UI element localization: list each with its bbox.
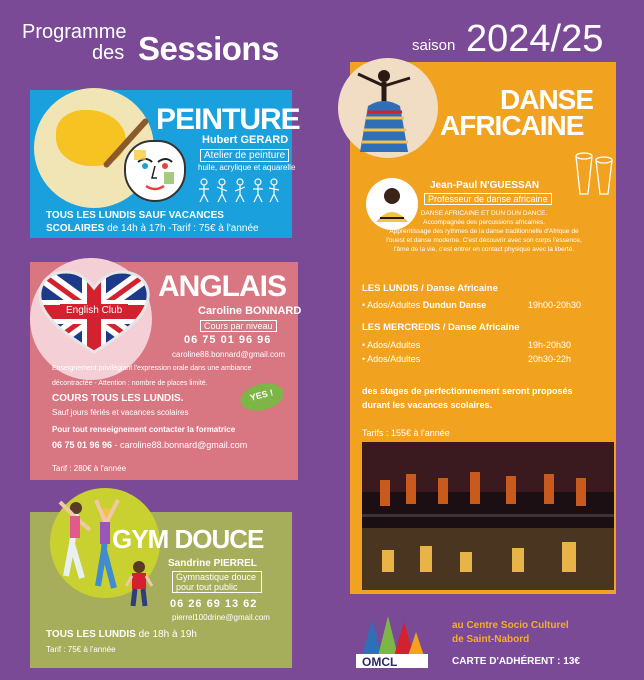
people-figures-icon xyxy=(196,178,280,204)
anglais-title: ANGLAIS xyxy=(158,270,286,303)
peinture-schedule: TOUS LES LUNDIS SAUF VACANCES xyxy=(46,210,224,221)
gym-email: pierrel100drine@gmail.com xyxy=(172,613,270,622)
gym-tarif: Tarif : 75€ à l'année xyxy=(46,645,116,654)
english-club-label: English Club xyxy=(66,305,123,316)
danse-mercredis-title: LES MERCREDIS / Danse Africaine xyxy=(362,322,520,333)
danse-lundis-title: LES LUNDIS / Danse Africaine xyxy=(362,283,498,294)
footer-card-price: CARTE D'ADHÉRENT : 13€ xyxy=(452,656,580,667)
danse-description xyxy=(360,209,608,254)
gym-title: GYM DOUCE xyxy=(112,524,264,554)
anglais-desc-1: Enseignement privilégiant l'expression orale dans une ambiance xyxy=(52,365,252,372)
peinture-title: PEINTURE xyxy=(156,103,300,136)
danse-mercredis-row: • Ados/Adultes 20h30-22h xyxy=(362,354,572,364)
danse-tarif: Tarifs : 155€ à l'année xyxy=(362,428,450,438)
anglais-schedule: COURS TOUS LES LUNDIS. xyxy=(52,393,184,404)
peinture-hours: SCOLAIRES de 14h à 17h -Tarif : 75€ à l'année xyxy=(46,223,259,234)
danse-desc-line: l'âme de la vie, c'est entrer en contact physique avec la liberté. xyxy=(393,246,575,253)
peinture-tag: Atelier de peinture xyxy=(200,149,289,162)
danse-lundis-row: • Ados/Adultes Dundun Danse 19h00-20h30 xyxy=(362,300,582,310)
anglais-desc-2: décontractée - Attention : nombre de places limité. xyxy=(52,380,208,387)
danse-mercredis-rows xyxy=(362,340,602,368)
header-sessions: Sessions xyxy=(138,30,279,67)
gym-phone: 06 26 69 13 62 xyxy=(170,598,258,610)
gym-schedule: TOUS LES LUNDIS de 18h à 19h xyxy=(46,629,197,640)
footer-location: au Centre Socio Culturel de Saint-Nabord xyxy=(452,620,569,645)
anglais-email: caroline88.bonnard@gmail.com xyxy=(172,350,286,359)
child-icon xyxy=(124,560,154,608)
header-saison: saison xyxy=(412,37,456,54)
header-programme: Programme xyxy=(22,21,127,43)
danse-desc-line: Accompagnée des percussions africaines. xyxy=(423,219,545,226)
header-year: 2024/25 xyxy=(466,18,604,60)
drums-icon xyxy=(574,150,614,198)
anglais-teacher: Caroline BONNARD xyxy=(198,305,302,317)
painted-face-icon xyxy=(124,140,186,202)
danse-desc-line: l'ouest et danse moderne. C'est découvrir avec son corps l'essence, xyxy=(386,237,582,244)
gym-people-icon xyxy=(58,494,118,604)
header-des: des xyxy=(92,42,125,64)
danse-teacher: Jean-Paul N'GUESSAN xyxy=(430,180,540,191)
anglais-phone: 06 75 01 96 96 xyxy=(184,334,272,346)
anglais-tarif: Tarif : 280€ à l'année xyxy=(52,464,127,473)
uk-flag-heart-icon xyxy=(36,270,152,354)
african-dancer-icon xyxy=(348,66,418,154)
danse-title-2: AFRICAINE xyxy=(440,110,584,141)
peinture-teacher: Hubert GERARD xyxy=(202,134,289,146)
gym-tag: Gymnastique douce pour tout public xyxy=(172,571,262,593)
peinture-sub: huile, acrylique et aquarelle xyxy=(198,163,296,172)
danse-tag: Professeur de danse africaine xyxy=(424,193,552,205)
anglais-contact-note: Pour tout renseignement contacter la formatrice xyxy=(52,425,236,434)
danse-stages: des stages de perfectionnement seront proposés durant les vacances scolaires. xyxy=(362,386,573,410)
danse-desc-line: Apprentissage des rythmes de la danse traditionnelle d'Afrique de xyxy=(389,228,579,235)
omcl-logo xyxy=(352,612,432,674)
omcl-logo-text: OMCL xyxy=(362,655,398,669)
anglais-exceptions: Sauf jours fériés et vacances scolaires xyxy=(52,408,189,417)
danse-mercredis-row: • Ados/Adultes 19h-20h30 xyxy=(362,340,572,350)
danse-desc-line: DANSE AFRICAINE ET DUN DUN DANCE. xyxy=(420,210,548,217)
anglais-contact: 06 75 01 96 96 - caroline88.bonnard@gmail.com xyxy=(52,440,248,450)
gym-teacher: Sandrine PIERREL xyxy=(168,558,257,569)
danse-title-1: DANSE xyxy=(500,84,594,115)
yes-badge: YES ! xyxy=(238,379,287,415)
dance-performance-photo xyxy=(362,442,614,590)
anglais-tag: Cours par niveau xyxy=(200,320,277,332)
